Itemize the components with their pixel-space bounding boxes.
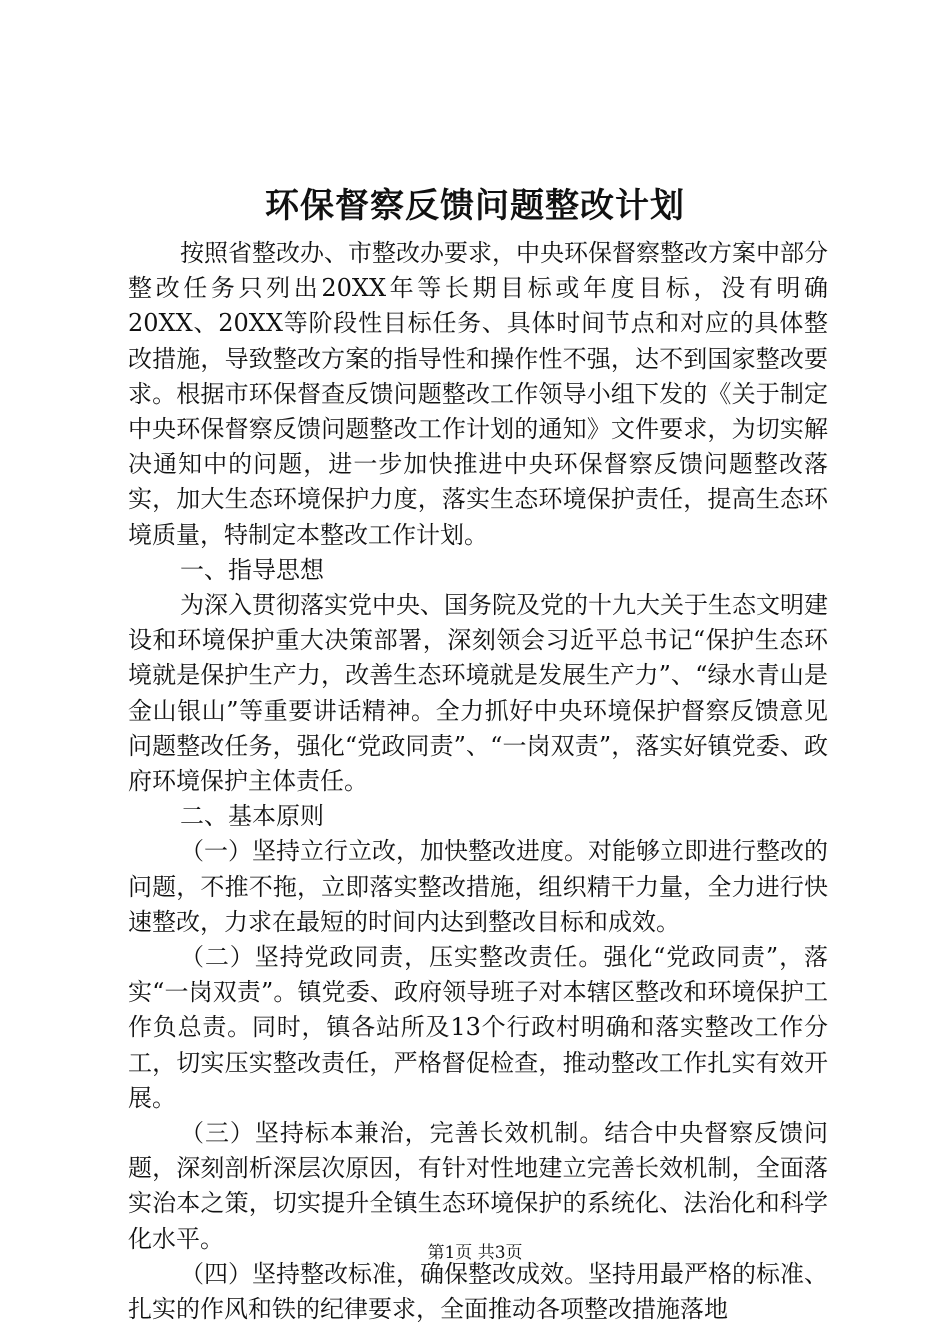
principle-paragraph-1: （一）坚持立行立改，加快整改进度。对能够立即进行整改的问题，不推不拖，立即落实整改措施，组织精干力量，全力进行快速整改，力求在最短的时间内达到整改目标和成效。 [128,837,828,936]
document-title: 环保督察反馈问题整改计划 [265,186,685,226]
section-heading-guiding-thought: 一、指导思想 [180,555,324,584]
guiding-thought-paragraph: 为深入贯彻落实党中央、国务院及党的十九大关于生态文明建设和环境保护重大决策部署，深刻领会习近平总书记“保护生态环境就是保护生产力，改善生态环境就是发展生产力”、“绿水青山是金山银山”等重要讲话精神。全力抓好中央环境保护督察反馈意见问题整改任务，强化“党政同责”、“一岗双责”，落实好镇党委、政府环境保护主体责任。 [128,591,828,796]
principle-paragraph-2: （二）坚持党政同责，压实整改责任。强化“党政同责”，落实“一岗双责”。镇党委、政府领导班子对本辖区整改和环境保护工作负总责。同时，镇各站所及13个行政村明确和落实整改工作分工，切实压实整改责任，严格督促检查，推动整改工作扎实有效开展。 [128,943,828,1112]
section-heading-basic-principles: 二、基本原则 [180,802,324,831]
intro-paragraph: 按照省整改办、市整改办要求，中央环保督察整改方案中部分整改任务只列出20XX年等长期目标或年度目标，没有明确20XX、20XX等阶段性目标任务、具体时间节点和对应的具体整改措施，导致整改方案的指导性和操作性不强，达不到国家整改要求。根据市环保督查反馈问题整改工作领导小组下发的《关于制定中央环保督察反馈问题整改工作计划的通知》文件要求，为切实解决通知中的问题，进一步加快推进中央环保督察反馈问题整改落实，加大生态环境保护力度，落实生态环境保护责任，提高生态环境质量，特制定本整改工作计划。 [128,239,828,549]
document-body [128,236,828,1327]
principle-paragraph-3: （三）坚持标本兼治，完善长效机制。结合中央督察反馈问题，深刻剖析深层次原因，有针对性地建立完善长效机制，全面落实治本之策，切实提升全镇生态环境保护的系统化、法治化和科学化水平。 [128,1119,828,1253]
page-number-footer: 第1页 共3页 [427,1243,523,1263]
principle-paragraph-4: （四）坚持整改标准，确保整改成效。坚持用最严格的标准、扎实的作风和铁的纪律要求，全面推动各项整改措施落地 [128,1259,828,1324]
